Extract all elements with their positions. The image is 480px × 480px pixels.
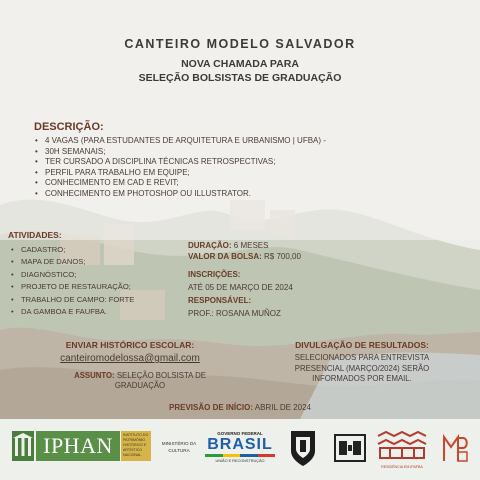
duracao-value: 6 MESES: [233, 241, 269, 250]
divulgacao-line3: INFORMADOS POR EMAIL.: [312, 374, 412, 383]
assunto-value-line2: GRADUAÇÃO: [114, 381, 166, 390]
previsao-value: ABRIL DE 2024: [254, 403, 311, 412]
email-link[interactable]: canteiromodelossa@gmail.com: [60, 353, 200, 364]
subtitle-line1: NOVA CHAMADA PARA: [181, 58, 299, 70]
atividade-item: • DIAGNÓSTICO;: [8, 269, 198, 281]
atividade-item: • TRABALHO DE CAMPO: FORTE: [8, 294, 198, 306]
ministerio-cultura-logo: MINISTÉRIO DA CULTURA: [161, 441, 197, 453]
bolsa-value: R$ 700,00: [264, 252, 301, 261]
descricao-list: [34, 136, 364, 199]
atividade-item: • DA GAMBOA E FAUFBA.: [8, 306, 198, 318]
descricao-item: • 30H SEMANAIS;: [34, 147, 364, 158]
divulgacao-heading: DIVULGAÇÃO DE RESULTADOS:: [295, 340, 429, 350]
previsao-row: [0, 403, 480, 412]
responsavel-value: PROF.: ROSANA MUÑOZ: [188, 309, 281, 318]
iphan-subtext: INSTITUTO DO PATRIMÔNIO HISTÓRICO E ARTÍSTICO NACIONAL: [121, 431, 151, 461]
bolsa-label: VALOR DA BOLSA:: [188, 252, 262, 261]
atividade-item: • MAPA DE DANOS;: [8, 256, 198, 268]
atividade-item: • PROJETO DE RESTAURAÇÃO;: [8, 281, 198, 293]
duracao-row: [188, 241, 268, 250]
atividades-heading: ATIVIDADES:: [8, 230, 62, 240]
previsao-label: PREVISÃO DE INÍCIO:: [169, 403, 254, 412]
bolsa-row: [188, 252, 301, 261]
duracao-label: DURAÇÃO:: [188, 241, 232, 250]
descricao-item: • CONHECIMENTO EM CAD E REVIT;: [34, 178, 364, 189]
brasao-shield-icon: [288, 427, 318, 469]
descricao-item: • PERFIL PARA TRABALHO EM EQUIPE;: [34, 168, 364, 179]
residencia-logo: RESIDÊNCIA EM IPAFBA: [376, 430, 428, 468]
enviar-heading: ENVIAR HISTÓRICO ESCOLAR:: [65, 340, 195, 350]
iphan-logo: IPHAN: [36, 431, 120, 461]
divulgacao-line2: PRESENCIAL (MARÇO/2024) SERÃO: [294, 363, 430, 373]
descricao-item: • TER CURSADO A DISCIPLINA TÉCNICAS RETROSPECTIVAS;: [34, 157, 364, 168]
atividades-list: [8, 244, 198, 318]
footer-logos: [0, 419, 480, 480]
assunto-value-line1: SELEÇÃO BOLSISTA DE: [116, 371, 206, 380]
governo-federal-logo: GOVERNO FEDERAL BRASIL UNIÃO E RECONSTRUÇÃO: [205, 431, 275, 467]
descricao-item: • CONHECIMENTO EM PHOTOSHOP OU ILLUSTRATOR.: [34, 189, 364, 200]
inscricoes-label: INSCRIÇÕES:: [188, 270, 241, 279]
responsavel-label: RESPONSÁVEL:: [188, 296, 252, 305]
descricao-heading: DESCRIÇÃO:: [34, 121, 104, 133]
atividade-item: • CADASTRO;: [8, 244, 198, 256]
mp-logo-icon: [441, 432, 469, 464]
inscricoes-value: ATÉ 05 DE MARÇO DE 2024: [188, 283, 293, 292]
descricao-item: • 4 VAGAS (PARA ESTUDANTES DE ARQUITETURA E URBANISMO | UFBA) -: [34, 136, 364, 147]
subtitle-line2: SELEÇÃO BOLSISTAS DE GRADUAÇÃO: [138, 72, 342, 84]
page-title: CANTEIRO MODELO SALVADOR: [124, 37, 356, 51]
assunto-block: [50, 371, 230, 391]
assunto-label: ASSUNTO:: [74, 371, 115, 380]
divulgacao-line1: SELECIONADOS PARA ENTREVISTA: [294, 353, 430, 362]
ufba-logo-icon: [333, 431, 367, 465]
iphan-emblem-icon: [12, 431, 34, 461]
divulgacao-text: [252, 353, 472, 385]
